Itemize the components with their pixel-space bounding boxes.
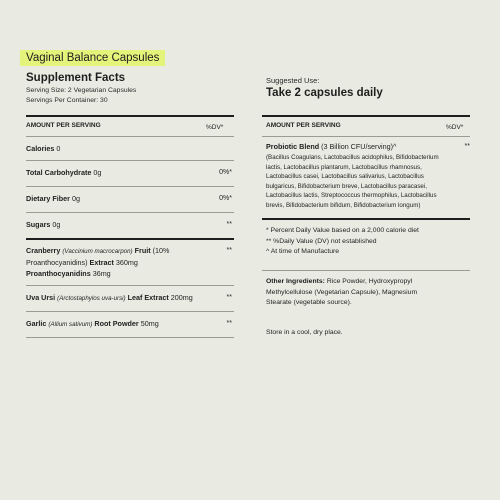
dv-total-carbohydrate: 0%* [219, 169, 232, 176]
divider [262, 270, 470, 271]
divider [26, 186, 234, 187]
dv-uva-ursi: ** [226, 294, 232, 301]
divider-thick [262, 218, 470, 220]
dv-sugars: ** [226, 221, 232, 228]
divider [26, 337, 234, 338]
divider [262, 136, 470, 137]
row-total-carbohydrate: Total Carbohydrate 0g [26, 168, 102, 177]
divider-thick [26, 238, 234, 240]
divider-thick [262, 115, 470, 117]
divider [26, 212, 234, 213]
dv-header: %DV* [206, 124, 224, 131]
dv-dietary-fiber: 0%* [219, 195, 232, 202]
dv-garlic: ** [226, 320, 232, 327]
servings-per-container: Servings Per Container: 30 [26, 97, 108, 104]
supplement-facts-title: Supplement Facts [26, 72, 126, 84]
divider [26, 311, 234, 312]
row-uva-ursi: Uva Ursi (Arctostaphylos uva-ursi) Leaf Extract 200mg [26, 293, 193, 302]
row-cranberry: Cranberry (Vaccinium macrocarpon) Fruit (10% Proanthocyanidins) Extract 360mg Proanthocyanidins 36mg [26, 246, 170, 278]
amount-header: AMOUNT PER SERVING [26, 122, 101, 129]
footnotes: * Percent Daily Value based on a 2,000 calorie diet ** %Daily Value (DV) not established ^ At time of Manufacture [266, 227, 419, 255]
other-ingredients: Other Ingredients: Rice Powder, Hydroxypropyl Methylcellulose (Vegetarian Capsule), Magnesium Stearate (vegetable source). [266, 278, 418, 307]
dv-header-right: %DV* [446, 124, 464, 131]
amount-header-right: AMOUNT PER SERVING [266, 122, 341, 129]
storage-instructions: Store in a cool, dry place. [266, 329, 343, 336]
row-calories: Calories 0 [26, 144, 61, 153]
probiotic-blend: Probiotic Blend (3 Billion CFU/serving)^ [266, 142, 397, 151]
row-garlic: Garlic (Allium sativum) Root Powder 50mg [26, 319, 159, 328]
probiotic-strains: (Bacillus Coagulans, Lactobacillus acidophilus, Bifidobacterium lactis, Lactobacillus plantarum, Lactobacillus rhamnosus, Lactobacillus casei, Lactobacillus salivarius, Lactobacillus bulgaricus, Bifidobacterium breve, Lactobacillus paracasei, Lactobacillus lactis, Streptococcus thermophilus, Lactobacillus brevis, Bifidobacterium bifidum, Bifidobacterium longum) [266, 154, 439, 209]
dv-probiotic-blend: ** [464, 143, 470, 150]
suggested-use-label: Suggested Use: [266, 76, 320, 85]
divider-thick [26, 115, 234, 117]
divider [26, 160, 234, 161]
divider [26, 136, 234, 137]
serving-size: Serving Size: 2 Vegetarian Capsules [26, 87, 137, 94]
row-dietary-fiber: Dietary Fiber 0g [26, 194, 80, 203]
dv-cranberry: ** [226, 247, 232, 254]
divider [26, 285, 234, 286]
suggested-use-text: Take 2 capsules daily [266, 87, 383, 99]
product-name-badge: Vaginal Balance Capsules [20, 50, 165, 66]
row-sugars: Sugars 0g [26, 220, 61, 229]
